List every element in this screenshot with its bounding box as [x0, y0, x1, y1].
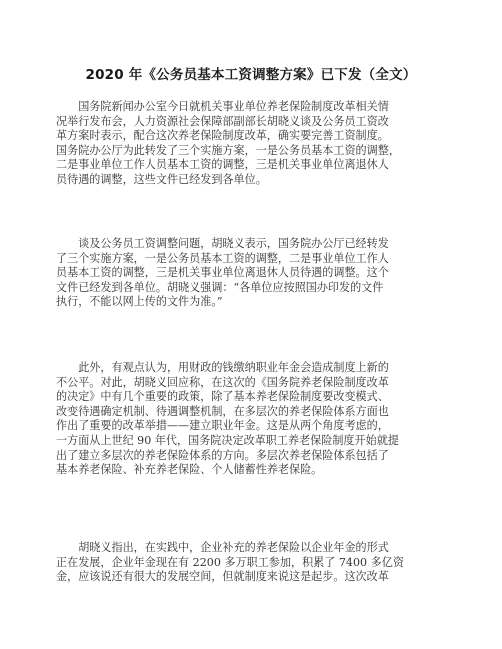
paragraph-line: 了三个实施方案，一是公务员基本工资的调整，二是事业单位工作人: [56, 251, 389, 265]
paragraph-line: 国务院办公厅为此转发了三个实施方案，一是公务员基本工资的调整，: [56, 143, 400, 157]
paragraph-line: 文件已经发到各单位。胡晓义强调：“各单位应按照国办印发的文件: [56, 280, 384, 294]
paragraph-line: 谈及公务员工资调整问题，胡晓义表示，国务院办公厅已经转发: [56, 237, 389, 250]
paragraph-line: 况举行发布会，人力资源社会保障部副部长胡晓义谈及公务员工资改: [56, 114, 389, 128]
paragraph-line: 二是事业单位工作人员基本工资的调整，三是机关事业单位离退休人: [56, 158, 389, 172]
paragraph-3: [56, 361, 456, 478]
paragraph-4: [56, 541, 456, 585]
paragraph-line: 一方面从上世纪 90 年代，国务院决定改革职工养老保险制度开始就提: [56, 433, 399, 447]
paragraph-line: 出了建立多层次的养老保险体系的方向。多层次养老保险体系包括了: [56, 448, 389, 462]
paragraph-line: 胡晓义指出，在实践中，企业补充的养老保险以企业年金的形式: [56, 541, 389, 554]
document-title: 2020 年《公务员基本工资调整方案》已下发（全文）: [85, 67, 417, 83]
paragraph-line: 的决定》中有几个重要的政策，除了基本养老保险制度要改变模式、: [56, 390, 389, 404]
paragraph-line: 改变待遇确定机制、待遇调整机制，在多层次的养老保险体系方面也: [56, 404, 389, 418]
paragraph-line: 作出了重要的改革举措——建立职业年金。这是从两个角度考虑的，: [56, 419, 389, 433]
paragraph-line: 金，应该说还有很大的发展空间，但就制度来说这是起步。这次改革: [56, 570, 389, 584]
paragraph-line: 国务院新闻办公室今日就机关事业单位养老保险制度改革相关情: [56, 100, 389, 113]
paragraph-1: [56, 100, 456, 188]
paragraph-line: 此外，有观点认为，用财政的钱缴纳职业年金会造成制度上新的: [56, 361, 389, 374]
paragraph-2: [56, 237, 456, 310]
paragraph-line: 革方案时表示，配合这次养老保险制度改革，确实要完善工资制度。: [56, 129, 389, 143]
paragraph-line: 员基本工资的调整，三是机关事业单位离退休人员待遇的调整。这个: [56, 266, 389, 280]
paragraph-line: 执行，不能以网上传的文件为准。”: [56, 295, 223, 309]
paragraph-line: 员待遇的调整，这些文件已经发到各单位。: [56, 172, 267, 186]
paragraph-line: 基本养老保险、补充养老保险、个人储蓄性养老保险。: [56, 463, 323, 477]
paragraph-line: 不公平。对此，胡晓义回应称，在这次的《国务院养老保险制度改革: [56, 375, 389, 389]
paragraph-line: 正在发展，企业年金现在有 2200 多万职工参加，积累了 7400 多亿资: [56, 555, 404, 569]
